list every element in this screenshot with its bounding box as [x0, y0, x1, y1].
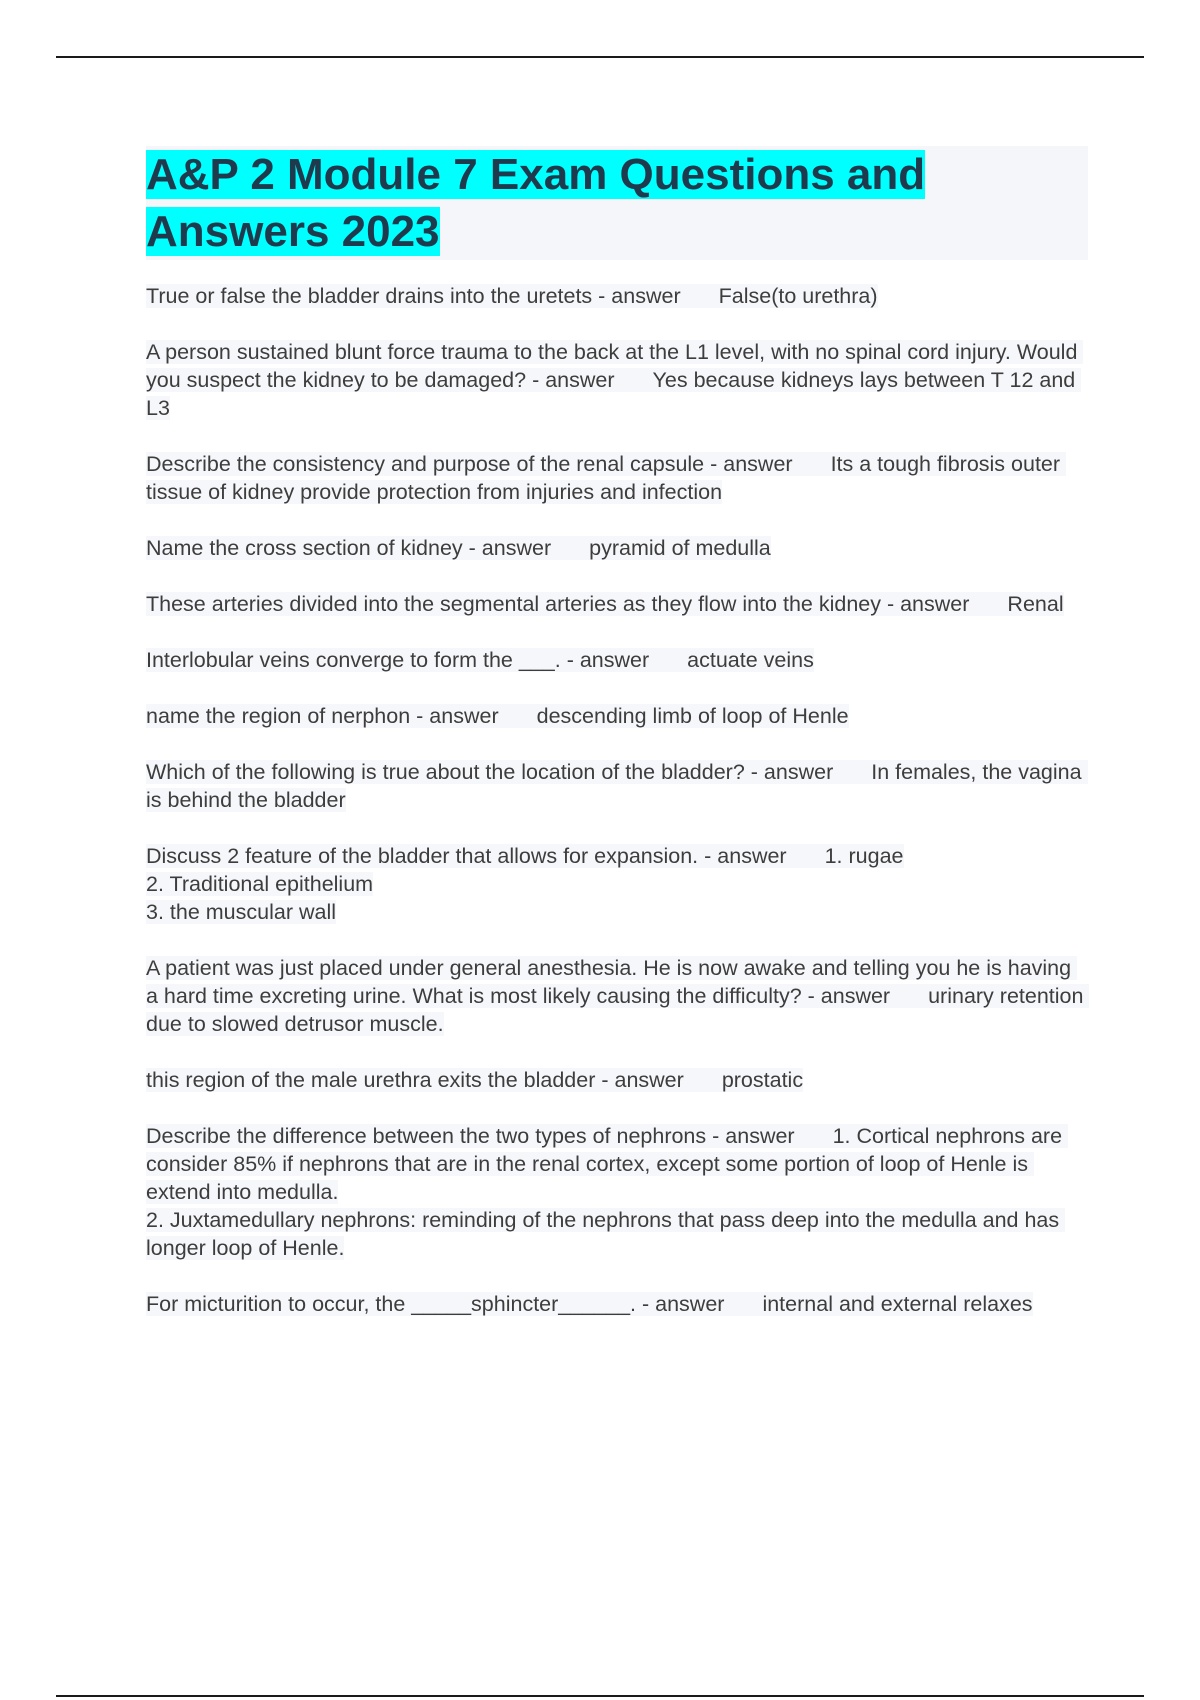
qa-item [146, 702, 1088, 730]
title-highlight: A&P 2 Module 7 Exam Questions and Answers 2023 [146, 150, 926, 256]
title-block [146, 146, 1088, 260]
qa-item [146, 338, 1088, 422]
answer-text: Its a tough fibrosis outer tissue of kidney provide protection from injuries and infection [146, 452, 1067, 504]
answer-separator: - answer [468, 536, 552, 560]
answer-separator: - answer [807, 984, 891, 1008]
question-text: For micturition to occur, the _____sphincter______. [146, 1292, 637, 1316]
answer-separator: - answer [416, 704, 499, 728]
question-text: A person sustained blunt force trauma to the back at the L1 level, with no spinal cord injury. Would you suspect the kidney to be damaged? [146, 340, 1084, 392]
qa-item [146, 954, 1088, 1038]
answer-separator: - answer [704, 844, 787, 868]
question-text: Describe the difference between the two types of nephrons [146, 1124, 707, 1148]
document-body [146, 146, 1088, 1346]
answer-separator: - answer [598, 284, 681, 308]
answer-separator: - answer [710, 452, 793, 476]
qa-item [146, 450, 1088, 506]
answer-separator: - answer [712, 1124, 795, 1148]
answer-separator: - answer [566, 648, 650, 672]
question-text: Interlobular veins converge to form the ___. [146, 648, 561, 672]
question-text: Which of the following is true about the location of the bladder? [146, 760, 745, 784]
answer-text: In females, the vagina is behind the bladder [146, 760, 1088, 812]
answer-separator: - answer [642, 1292, 725, 1316]
answer-text: internal and external relaxes [762, 1292, 1033, 1316]
question-text: this region of the male urethra exits the bladder [146, 1068, 596, 1092]
question-text: Name the cross section of kidney [146, 536, 463, 560]
question-text: True or false the bladder drains into the uretets [146, 284, 593, 308]
answer-text: Yes because kidneys lays between T 12 and L3 [146, 368, 1082, 420]
answer-text: prostatic [721, 1068, 804, 1092]
qa-item [146, 534, 1088, 562]
answer-text: actuate veins [687, 648, 814, 672]
question-text: Discuss 2 feature of the bladder that allows for expansion. [146, 844, 699, 868]
qa-item [146, 282, 1088, 310]
document-title [146, 146, 1088, 260]
bottom-rule [56, 1695, 1144, 1697]
answer-text: False(to urethra) [718, 284, 878, 308]
qa-item [146, 842, 1088, 926]
answer-separator: - answer [750, 760, 834, 784]
qa-item [146, 590, 1088, 618]
top-rule [56, 56, 1144, 58]
question-text: A patient was just placed under general anesthesia. He is now awake and telling you he is having a hard time excreting urine. What is most likely causing the difficulty? [146, 956, 1078, 1008]
answer-separator: - answer [532, 368, 615, 392]
qa-item [146, 1290, 1088, 1318]
answer-text: urinary retention due to slowed detrusor muscle. [146, 984, 1090, 1036]
answer-text: 1. Cortical nephrons are consider 85% if nephrons that are in the renal cortex, except some portion of loop of Henle is extend into medulla. 2. Juxtamedullary nephrons: reminding of the nephrons that pass deep into the medulla and has longer loop of Henle. [146, 1124, 1063, 1260]
answer-separator: - answer [886, 592, 970, 616]
question-text: These arteries divided into the segmental arteries as they flow into the kidney [146, 592, 881, 616]
question-text: Describe the consistency and purpose of the renal capsule [146, 452, 705, 476]
answer-text: pyramid of medulla [589, 536, 771, 560]
qa-list [146, 282, 1088, 1318]
qa-item [146, 1122, 1088, 1262]
question-text: name the region of nerphon [146, 704, 411, 728]
qa-item [146, 1066, 1088, 1094]
qa-item [146, 646, 1088, 674]
answer-separator: - answer [601, 1068, 684, 1092]
qa-item [146, 758, 1088, 814]
answer-text: descending limb of loop of Henle [536, 704, 849, 728]
answer-text: 1. rugae 2. Traditional epithelium 3. the muscular wall [146, 844, 904, 924]
answer-text: Renal [1007, 592, 1064, 616]
